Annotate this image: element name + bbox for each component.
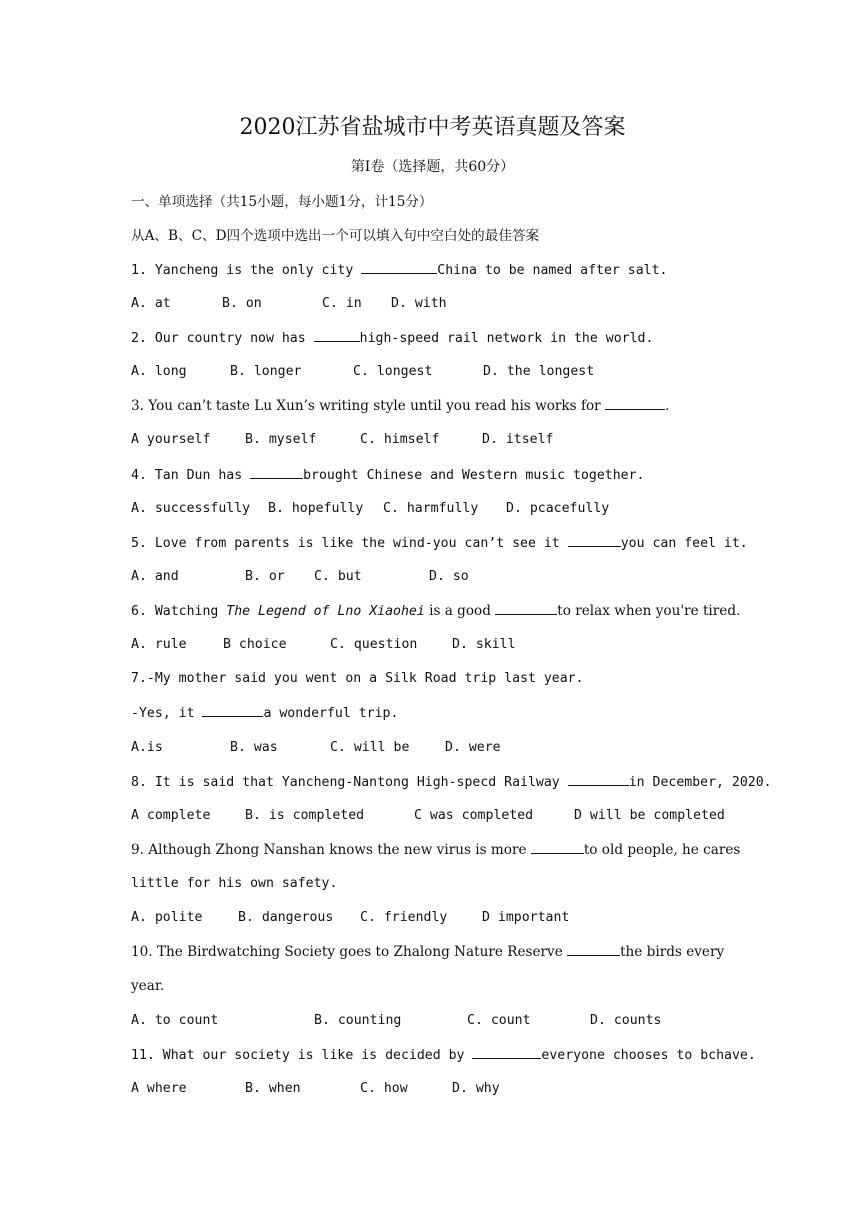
- option-d: D. were: [445, 740, 501, 755]
- question-1-options: [131, 294, 741, 314]
- question-11-options: [131, 1079, 741, 1099]
- option-d: D will be completed: [574, 808, 725, 823]
- option-c: C was completed: [414, 808, 534, 823]
- option-a: A. and: [131, 569, 179, 584]
- option-d: D. why: [452, 1081, 500, 1096]
- option-a: A. long: [131, 364, 187, 379]
- option-b: B. myself: [245, 432, 317, 447]
- option-c: C. how: [360, 1081, 408, 1096]
- question-10-options: [131, 1011, 741, 1031]
- option-a: A yourself: [131, 432, 211, 447]
- option-c: C. friendly: [360, 910, 448, 925]
- option-c: C. question: [330, 637, 418, 652]
- option-a: A complete: [131, 808, 211, 823]
- question-6-options: [131, 635, 741, 655]
- option-c: C. harmfully: [383, 501, 479, 516]
- option-b: B. hopefully: [268, 501, 364, 516]
- option-a: A. to count: [131, 1013, 219, 1028]
- answer-blank: [495, 601, 557, 615]
- option-d: D. pcacefully: [506, 501, 610, 516]
- answer-blank: [250, 465, 303, 479]
- question-2-options: [131, 362, 741, 382]
- option-d: D. with: [391, 296, 447, 311]
- option-a: A where: [131, 1081, 187, 1096]
- question-8-options: [131, 806, 741, 826]
- option-d: D. the longest: [483, 364, 595, 379]
- option-b: B. or: [245, 569, 285, 584]
- question-10: 10. The Birdwatching Society goes to Zhalong Nature Reserve the birds every: [131, 944, 725, 960]
- question-11: 11. What our society is like is decided by everyone chooses to bchave.: [131, 1045, 741, 1066]
- answer-blank: [605, 396, 665, 410]
- option-b: B. was: [230, 740, 278, 755]
- option-a: A. successfully: [131, 501, 251, 516]
- question-10-continued: year.: [131, 978, 165, 994]
- instruction: 从A、B、C、D四个选项中选出一个可以填入句中空白处的最佳答案: [131, 228, 540, 244]
- option-b: B. counting: [314, 1013, 402, 1028]
- question-8: 8. It is said that Yancheng-Nantong High-specd Railway in December, 2020.: [131, 772, 741, 793]
- option-d: D. itself: [482, 432, 554, 447]
- option-a: A. rule: [131, 637, 187, 652]
- option-c: C. but: [314, 569, 362, 584]
- question-3-options: [131, 430, 741, 450]
- answer-blank: [202, 703, 263, 717]
- option-d: D. counts: [590, 1013, 662, 1028]
- option-d: D. skill: [452, 637, 516, 652]
- option-c: C. himself: [360, 432, 440, 447]
- answer-blank: [567, 942, 620, 956]
- option-a: A. polite: [131, 910, 203, 925]
- question-7: 7.-My mother said you went on a Silk Road trip last year.: [131, 671, 584, 686]
- option-c: C. in: [322, 296, 362, 311]
- answer-blank: [472, 1045, 541, 1059]
- option-b: B. dangerous: [238, 910, 334, 925]
- question-6: 6. Watching The Legend of Lno Xiaohei is a good to relax when you're tired.: [131, 603, 741, 619]
- option-a: A.is: [131, 740, 163, 755]
- question-7-reply: -Yes, it a wonderful trip.: [131, 703, 741, 724]
- answer-blank: [531, 840, 584, 854]
- option-d: D important: [482, 910, 570, 925]
- option-b: B. on: [222, 296, 262, 311]
- answer-blank: [568, 772, 629, 786]
- answer-blank: [361, 260, 437, 274]
- option-c: C. count: [467, 1013, 531, 1028]
- question-2: 2. Our country now has high-speed rail network in the world.: [131, 328, 741, 349]
- question-5: 5. Love from parents is like the wind-you can’t see it you can feel it.: [131, 533, 741, 554]
- book-title: The Legend of Lno Xiaohei: [226, 604, 425, 619]
- question-1: 1. Yancheng is the only city China to be named after salt.: [131, 260, 741, 281]
- question-7-options: [131, 738, 741, 758]
- question-3: 3. You can’t taste Lu Xun’s writing style until you read his works for .: [131, 398, 670, 414]
- section-heading: 一、单项选择（共15小题，每小题1分，计15分）: [131, 194, 433, 210]
- option-b: B. longer: [230, 364, 302, 379]
- option-b: B. is completed: [245, 808, 365, 823]
- question-5-options: [131, 567, 741, 587]
- option-c: C. longest: [353, 364, 433, 379]
- section-subtitle: 第Ⅰ卷（选择题，共60分）: [350, 159, 515, 175]
- option-a: A. at: [131, 296, 171, 311]
- option-c: C. will be: [330, 740, 410, 755]
- option-b: B choice: [223, 637, 287, 652]
- option-b: B. when: [245, 1081, 301, 1096]
- question-9-continued: little for his own safety.: [131, 876, 338, 891]
- option-d: D. so: [429, 569, 469, 584]
- document-title: 2020江苏省盐城市中考英语真题及答案: [239, 115, 626, 140]
- question-9: 9. Although Zhong Nanshan knows the new virus is more to old people, he cares: [131, 842, 741, 858]
- answer-blank: [314, 328, 360, 342]
- answer-blank: [568, 533, 621, 547]
- question-4-options: [131, 499, 741, 519]
- question-9-options: [131, 908, 741, 928]
- question-4: 4. Tan Dun has brought Chinese and Western music together.: [131, 465, 741, 486]
